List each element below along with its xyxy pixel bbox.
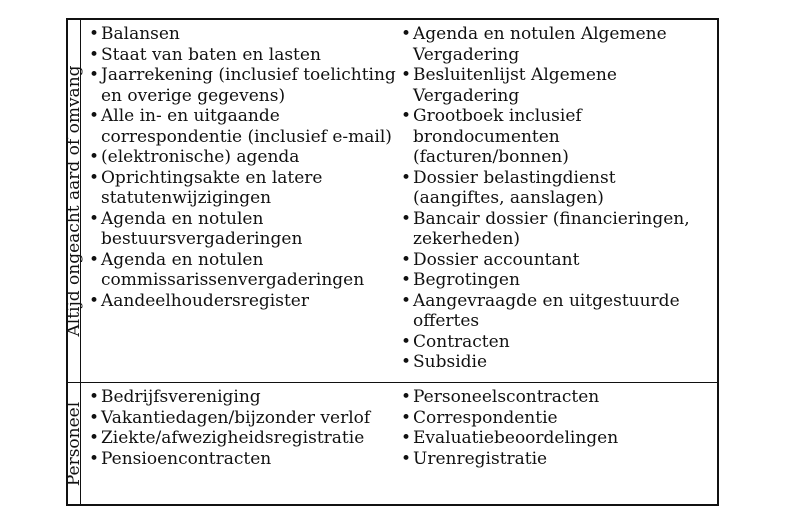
list-item: [87, 65, 399, 106]
list-item-text: Personeelscontracten: [413, 387, 600, 407]
bullet-icon: •: [89, 24, 100, 44]
list-item-text: Agenda en notulen Algemene Vergadering: [413, 24, 667, 65]
list-item: [87, 449, 399, 470]
list-item-text: Alle in- en uitgaande correspondentie (inclusief e-mail): [101, 106, 392, 147]
list-item: [87, 428, 399, 449]
bullet-icon: •: [89, 65, 100, 85]
list-item: [87, 250, 399, 291]
bullet-icon: •: [401, 352, 412, 372]
bullet-icon: •: [89, 387, 100, 407]
item-list-left: [87, 387, 399, 469]
list-item-text: Subsidie: [413, 352, 488, 372]
bullet-icon: •: [401, 331, 412, 352]
list-item: [399, 332, 711, 353]
list-item-text: Besluitenlijst Algemene Vergadering: [413, 65, 617, 106]
list-item-text: Ziekte/afwezigheidsregistratie: [101, 428, 365, 448]
list-item: [399, 65, 711, 106]
list-item: [399, 428, 711, 449]
bullet-icon: •: [89, 448, 100, 469]
bullet-icon: •: [89, 167, 100, 188]
bullet-icon: •: [401, 249, 412, 270]
bullet-icon: •: [401, 106, 412, 126]
section-row-always: [67, 19, 718, 383]
section-content-personnel: [81, 383, 719, 506]
list-item: [399, 168, 711, 209]
list-item-text: Vakantiedagen/bijzonder verlof: [101, 407, 371, 428]
list-item-text: Agenda en notulen bestuursvergaderingen: [101, 208, 303, 249]
section-label-cell: [64, 19, 84, 383]
list-item-text: Bedrijfsvereniging: [101, 387, 261, 407]
bullet-icon: •: [89, 44, 100, 65]
bullet-icon: •: [89, 428, 100, 448]
list-item-text: Grootboek inclusief brondocumenten (facturen/bonnen): [413, 106, 582, 167]
bullet-icon: •: [89, 407, 100, 428]
list-item-text: Jaarrekening (inclusief toelichting en overige gegevens): [101, 65, 396, 106]
list-item-text: Aandeelhoudersregister: [101, 290, 309, 311]
left-column: [87, 24, 399, 373]
section-label-always: Altijd ongeacht aard of omvang: [64, 65, 84, 337]
list-item-text: Agenda en notulen commissarissenvergaderingen: [101, 249, 365, 290]
item-list-right: [399, 387, 711, 469]
section-row-personnel: [67, 383, 718, 506]
list-item-text: Correspondentie: [413, 407, 558, 428]
list-item-text: Begrotingen: [413, 270, 520, 290]
list-item-text: Staat van baten en lasten: [101, 44, 321, 65]
list-item-text: Balansen: [101, 24, 180, 44]
bullet-icon: •: [401, 270, 412, 290]
section-content-always: [81, 19, 719, 383]
list-item: [87, 291, 399, 312]
bullet-icon: •: [401, 65, 412, 85]
bullet-icon: •: [89, 249, 100, 270]
list-item-text: Pensioencontracten: [101, 448, 272, 469]
left-column: [87, 387, 399, 469]
list-item-text: (elektronische) agenda: [101, 147, 300, 167]
list-item: [399, 387, 711, 408]
bullet-icon: •: [89, 106, 100, 126]
list-item-text: Evaluatiebeoordelingen: [413, 428, 619, 448]
list-item: [399, 270, 711, 291]
bullet-icon: •: [401, 407, 412, 428]
bullet-icon: •: [89, 290, 100, 311]
bullet-icon: •: [401, 167, 412, 188]
bullet-icon: •: [89, 147, 100, 167]
item-list-right: [399, 24, 711, 373]
list-item-text: Bancair dossier (financieringen, zekerheden): [413, 208, 690, 249]
list-item: [399, 106, 711, 168]
list-item: [87, 147, 399, 168]
list-item-text: Contracten: [413, 331, 510, 352]
list-item: [87, 106, 399, 147]
right-column: [399, 24, 711, 373]
bullet-icon: •: [401, 290, 412, 311]
list-item-text: Aangevraagde en uitgestuurde offertes: [413, 290, 680, 331]
list-item: [399, 24, 711, 65]
list-item-text: Urenregistratie: [413, 448, 548, 469]
list-item: [87, 387, 399, 408]
list-item: [87, 209, 399, 250]
retention-table: [66, 18, 719, 506]
list-item-text: Dossier accountant: [413, 249, 580, 270]
bullet-icon: •: [401, 24, 412, 44]
list-item: [399, 449, 711, 470]
bullet-icon: •: [401, 387, 412, 407]
list-item: [87, 24, 399, 45]
bullet-icon: •: [401, 448, 412, 469]
list-item: [399, 408, 711, 429]
section-label-cell: [64, 383, 84, 506]
list-item: [399, 291, 711, 332]
bullet-icon: •: [401, 428, 412, 448]
list-item: [87, 45, 399, 66]
item-list-left: [87, 24, 399, 311]
list-item-text: Dossier belastingdienst (aangiftes, aanslagen): [413, 167, 616, 208]
bullet-icon: •: [401, 208, 412, 229]
list-item: [399, 250, 711, 271]
section-label-personnel: Personeel: [64, 401, 84, 486]
list-item: [87, 408, 399, 429]
list-item: [87, 168, 399, 209]
bullet-icon: •: [89, 208, 100, 229]
list-item: [399, 209, 711, 250]
right-column: [399, 387, 711, 469]
list-item: [399, 352, 711, 373]
list-item-text: Oprichtingsakte en latere statutenwijzigingen: [101, 167, 323, 208]
